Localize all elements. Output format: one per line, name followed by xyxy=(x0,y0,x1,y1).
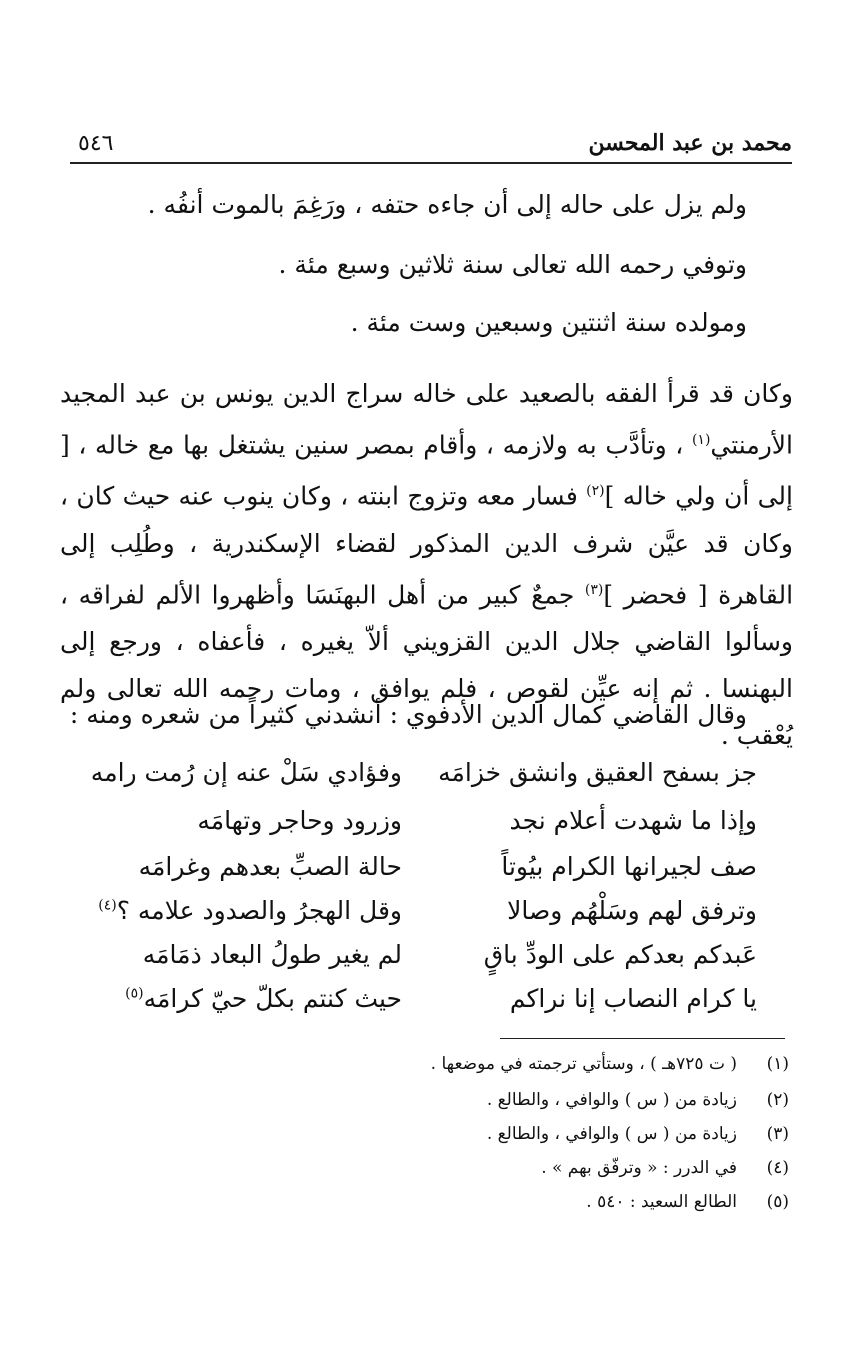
verse-second-hemistich: لم يغير طولُ البعاد ذمَامَه xyxy=(142,940,402,969)
paragraph-text: وكان قد قرأ الفقه بالصعيد على خاله سراج الدين يونس بن عبد المجيد الأرمنتي xyxy=(60,379,793,460)
footnote-number: (٤) xyxy=(766,1158,789,1178)
footnote-number: (٣) xyxy=(766,1124,789,1144)
footnote-text: ( ت ٧٢٥هـ ) ، وستأتي ترجمته في موضعها . xyxy=(430,1054,737,1074)
footnote-number: (١) xyxy=(766,1054,789,1074)
verse-first-hemistich: جز بسفح العقيق وانشق خزامَه xyxy=(438,758,757,787)
footnote-ref[interactable]: (٣) xyxy=(584,581,604,598)
verse-first-hemistich: عَبدكم بعدكم على الودِّ باقٍ xyxy=(483,940,757,969)
paragraph-text: جمعٌ كبير من أهل البهنَسَا وأظهروا الألم لفراقه ، وسألوا القاضي جلال الدين القزويني ألاّ يغيره ، فأعفاه ، ورجع إلى البهنسا . ثم إنه عيِّن لقوص ، فلم يوافق ، ومات رحمه الله تعالى ولم يُعْقب . xyxy=(60,579,793,750)
verse-second-hemistich: حيث كنتم بكلّ حيّ كرامَه$^{(٥)}$ xyxy=(125,984,402,1013)
footnote-text: الطالع السعيد : ٥٤٠ . xyxy=(586,1192,737,1212)
footnote-text: زيادة من ( س ) والوافي ، والطالع . xyxy=(486,1090,737,1110)
footnote-ref[interactable]: (٢) xyxy=(586,483,605,500)
paragraph-text: ، وتأدَّب به ولازمه ، وأقام بمصر سنين يشتغل بها مع خاله ، [ إلى أن ولي خاله ] xyxy=(60,430,793,511)
intro-line: ومولده سنة اثنتين وسبعين وست مئة . xyxy=(350,308,747,337)
intro-line: وتوفي رحمه الله تعالى سنة ثلاثين وسبع مئة . xyxy=(278,250,747,279)
footnote-divider xyxy=(500,1038,785,1039)
intro-line: ولم يزل على حاله إلى أن جاءه حتفه ، ورَغِمَ بالموت أنفُه . xyxy=(147,190,747,219)
verse-first-hemistich: وترفق لهم وسَلْهُم وصالا xyxy=(507,896,757,925)
verse-second-hemistich: حالة الصبِّ بعدهم وغرامَه xyxy=(138,852,402,881)
quote-intro: وقال القاضي كمال الدين الأدفوي : أنشدني كثيراً من شعره ومنه : xyxy=(69,700,747,729)
verse-first-hemistich: يا كرام النصاب إنا نراكم xyxy=(509,984,757,1013)
verse-second-hemistich: وزرود وحاجر وتهامَه xyxy=(197,806,402,835)
verse-first-hemistich: وإذا ما شهدت أعلام نجد xyxy=(509,806,757,835)
footnote-number: (٢) xyxy=(766,1090,789,1110)
footnote-ref[interactable]: (١) xyxy=(691,432,711,448)
running-header xyxy=(70,118,792,164)
paragraph-text: فسار معه وتزوج ابنته ، وكان ينوب عنه حيث كان ، وكان قد عيَّن شرف الدين المذكور لقضاء الإسكندرية ، وطُلِب إلى القاهرة [ فحضر ] xyxy=(60,481,794,609)
header-title: محمد بن عبد المحسن xyxy=(588,130,792,156)
footnote-text: في الدرر : « وترفّق بهم » . xyxy=(541,1158,737,1178)
verse-first-hemistich: صف لجيرانها الكرام بيُوتاً xyxy=(501,852,757,881)
footnote-ref[interactable]: (٤) xyxy=(98,897,117,914)
footnote-number: (٥) xyxy=(766,1192,789,1212)
footnote-text: زيادة من ( س ) والوافي ، والطالع . xyxy=(486,1124,737,1144)
footnote-ref[interactable]: (٥) xyxy=(125,985,144,1002)
verse-second-hemistich: وقل الهجرُ والصدود علامه ؟$^{(٤)}$ xyxy=(98,896,402,925)
page-number: ٥٤٦ xyxy=(78,131,114,156)
verse-second-hemistich: وفؤادي سَلْ عنه إن رُمت رامه xyxy=(90,758,402,787)
